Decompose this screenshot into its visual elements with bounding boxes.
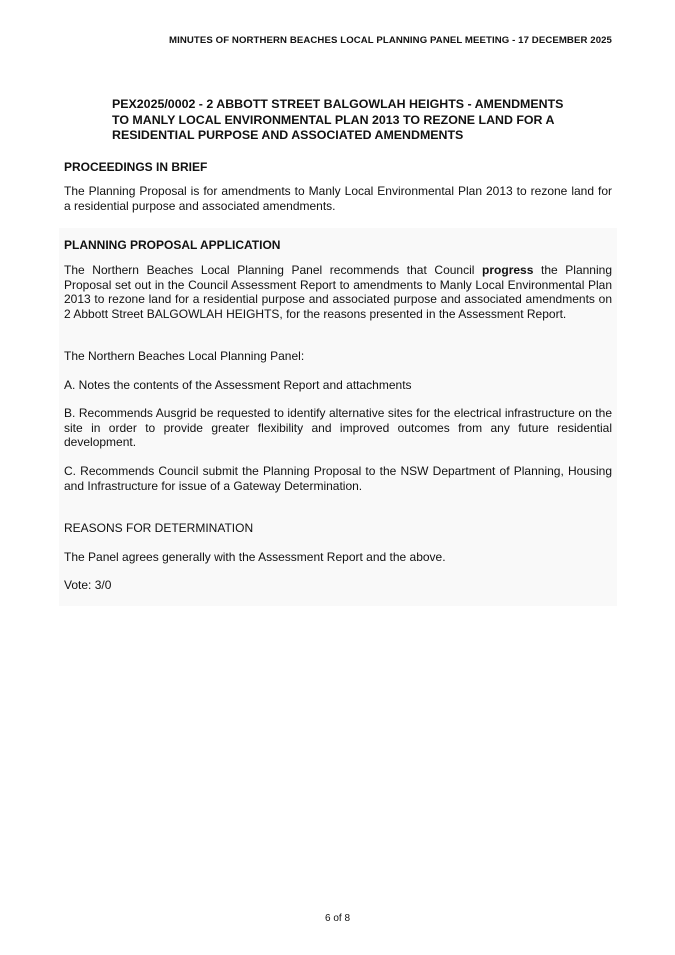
recommendation-paragraph xyxy=(64,263,612,321)
item-b: B. Recommends Ausgrid be requested to identify alternative sites for the electrical infrastructure on the site in order to provide greater flexibility and improved outcomes from any future residential development. xyxy=(64,406,612,450)
planning-proposal-section xyxy=(59,228,617,606)
page-number: 6 of 8 xyxy=(324,913,351,924)
reasons-text: The Panel agrees generally with the Assessment Report and the above. xyxy=(64,550,446,564)
panel-intro: The Northern Beaches Local Planning Panel: xyxy=(64,349,305,363)
reasons-heading: REASONS FOR DETERMINATION xyxy=(64,521,254,535)
item-title-line-2: TO MANLY LOCAL ENVIRONMENTAL PLAN 2013 TO REZONE LAND FOR A xyxy=(112,112,555,127)
recommendation-text-end: the Planning Proposal set out in the Council Assessment Report to amendments to Manly Local Environmental Plan 2013 to rezone land for a residential purpose and associated purpose and associated amendments on 2 Abbott Street BALGOWLAH HEIGHTS, for the reasons presented in the Assessment Report. xyxy=(64,263,612,321)
recommendation-text-start: The Northern Beaches Local Planning Panel recommends that Council xyxy=(64,263,483,277)
minutes-header: MINUTES OF NORTHERN BEACHES LOCAL PLANNING PANEL MEETING - 17 DECEMBER 2025 xyxy=(169,35,612,46)
item-title-line-1: PEX2025/0002 - 2 ABBOTT STREET BALGOWLAH HEIGHTS - AMENDMENTS xyxy=(112,97,564,111)
proceedings-heading: PROCEEDINGS IN BRIEF xyxy=(64,160,208,174)
recommendation-emphasis: progress xyxy=(482,263,534,277)
application-heading: PLANNING PROPOSAL APPLICATION xyxy=(64,238,281,252)
item-title-line-3: RESIDENTIAL PURPOSE AND ASSOCIATED AMENDMENTS xyxy=(112,128,464,142)
item-title xyxy=(112,97,612,144)
item-a: A. Notes the contents of the Assessment Report and attachments xyxy=(64,378,412,392)
vote-result: Vote: 3/0 xyxy=(64,578,112,592)
proceedings-text: The Planning Proposal is for amendments to Manly Local Environmental Plan 2013 to rezone land for a residential purpose and associated amendments. xyxy=(64,184,612,213)
item-c: C. Recommends Council submit the Planning Proposal to the NSW Department of Planning, Housing and Infrastructure for issue of a Gateway Determination. xyxy=(64,464,612,493)
